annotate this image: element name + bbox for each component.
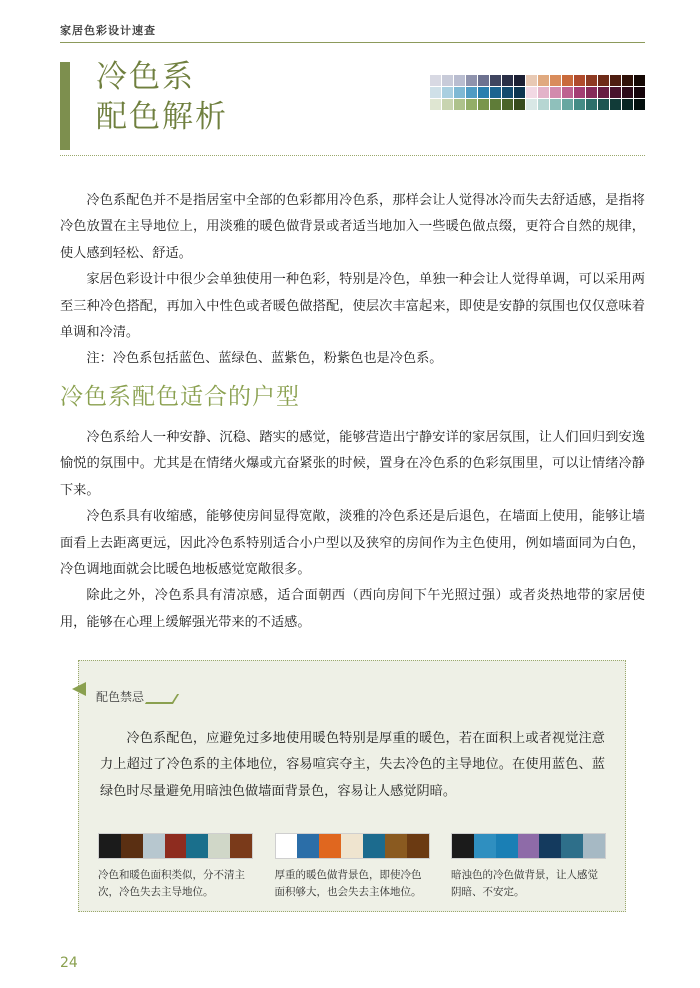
sample-1-caption: 冷色和暖色面积类似，分不清主次，冷色失去主导地位。 bbox=[98, 869, 245, 899]
palette-swatch-2-16 bbox=[610, 87, 621, 98]
palette-swatch-1-12 bbox=[562, 75, 573, 86]
palette-swatch-3-2 bbox=[442, 99, 453, 110]
color-palette-grid bbox=[430, 75, 645, 110]
palette-swatch-1-18 bbox=[634, 75, 645, 86]
palette-swatch-1-6 bbox=[490, 75, 501, 86]
palette-swatch-2-7 bbox=[502, 87, 513, 98]
palette-swatch-1-10 bbox=[538, 75, 549, 86]
palette-swatch-3-5 bbox=[478, 99, 489, 110]
sample-3-swatch-1 bbox=[452, 834, 474, 858]
palette-swatch-2-14 bbox=[586, 87, 597, 98]
running-head-rule bbox=[60, 42, 645, 43]
sample-3 bbox=[451, 833, 606, 902]
palette-swatch-3-12 bbox=[562, 99, 573, 110]
sample-1-swatch-6 bbox=[208, 834, 230, 858]
callout-arrow-icon bbox=[72, 682, 86, 696]
page-title bbox=[96, 58, 228, 137]
page-title-line-2: 配色解析 bbox=[96, 98, 228, 135]
palette-swatch-3-17 bbox=[622, 99, 633, 110]
running-head: 家居色彩设计速查 bbox=[60, 24, 156, 37]
palette-swatch-2-2 bbox=[442, 87, 453, 98]
palette-swatch-2-4 bbox=[466, 87, 477, 98]
sample-3-caption: 暗浊色的冷色做背景，让人感觉阴暗、不安定。 bbox=[451, 869, 598, 899]
intro-paragraph-1: 冷色系配色并不是指居室中全部的色彩都用冷色系，那样会让人觉得冰冷而失去舒适感，是指将冷色放置在主导地位上，用淡雅的暖色做背景或者适当地加入一些暖色做点缀，更符合自然的规律，使人感到轻松、舒适。 bbox=[60, 193, 645, 261]
sample-2-swatch-1 bbox=[276, 834, 298, 858]
title-divider bbox=[60, 155, 645, 156]
sample-2-swatch-7 bbox=[407, 834, 429, 858]
sample-1-swatch-5 bbox=[186, 834, 208, 858]
palette-swatch-2-3 bbox=[454, 87, 465, 98]
palette-swatch-2-6 bbox=[490, 87, 501, 98]
palette-swatch-3-11 bbox=[550, 99, 561, 110]
sample-3-swatch-strip bbox=[451, 833, 606, 859]
sample-1-swatch-7 bbox=[230, 834, 252, 858]
sample-2-caption: 厚重的暖色做背景色，即使冷色面积够大，也会失去主体地位。 bbox=[274, 869, 422, 899]
palette-swatch-1-5 bbox=[478, 75, 489, 86]
section-body bbox=[60, 425, 645, 636]
sample-3-swatch-7 bbox=[583, 834, 605, 858]
palette-swatch-1-11 bbox=[550, 75, 561, 86]
callout-tag-label: 配色禁忌 bbox=[96, 690, 145, 704]
sample-3-swatch-3 bbox=[496, 834, 518, 858]
palette-swatch-3-8 bbox=[514, 99, 525, 110]
palette-swatch-1-16 bbox=[610, 75, 621, 86]
sample-1-swatch-4 bbox=[165, 834, 187, 858]
palette-swatch-1-1 bbox=[430, 75, 441, 86]
palette-swatch-2-8 bbox=[514, 87, 525, 98]
palette-swatch-2-17 bbox=[622, 87, 633, 98]
palette-swatch-1-17 bbox=[622, 75, 633, 86]
palette-swatch-1-7 bbox=[502, 75, 513, 86]
palette-swatch-1-13 bbox=[574, 75, 585, 86]
sample-3-swatch-5 bbox=[539, 834, 561, 858]
palette-swatch-2-10 bbox=[538, 87, 549, 98]
sample-2-swatch-strip bbox=[275, 833, 430, 859]
sample-strips bbox=[98, 833, 606, 902]
palette-swatch-3-15 bbox=[598, 99, 609, 110]
sample-2-swatch-4 bbox=[341, 834, 363, 858]
sample-1-swatch-3 bbox=[143, 834, 165, 858]
palette-swatch-2-11 bbox=[550, 87, 561, 98]
sample-3-swatch-4 bbox=[518, 834, 540, 858]
callout-body-text: 冷色系配色，应避免过多地使用暖色特别是厚重的暖色，若在面积上或者视觉注意力上超过了冷色系的主体地位，容易喧宾夺主，失去冷色的主导地位。在使用蓝色、蓝绿色时尽量避免用暗浊色做墙面背景色，容易让人感觉阴暗。 bbox=[100, 731, 605, 799]
palette-swatch-3-6 bbox=[490, 99, 501, 110]
page-number: 24 bbox=[60, 955, 78, 971]
palette-swatch-3-18 bbox=[634, 99, 645, 110]
intro-section bbox=[60, 188, 645, 373]
title-accent-bar bbox=[60, 62, 70, 150]
palette-swatch-3-4 bbox=[466, 99, 477, 110]
palette-swatch-2-18 bbox=[634, 87, 645, 98]
sample-2-swatch-5 bbox=[363, 834, 385, 858]
intro-paragraph-3: 注：冷色系包括蓝色、蓝绿色、蓝紫色，粉紫色也是冷色系。 bbox=[86, 351, 443, 367]
palette-swatch-2-15 bbox=[598, 87, 609, 98]
palette-swatch-3-13 bbox=[574, 99, 585, 110]
sample-2 bbox=[275, 833, 430, 902]
page-title-line-1: 冷色系 bbox=[96, 59, 195, 95]
sample-1 bbox=[98, 833, 253, 902]
palette-swatch-1-8 bbox=[514, 75, 525, 86]
sample-1-swatch-strip bbox=[98, 833, 253, 859]
sample-3-swatch-2 bbox=[474, 834, 496, 858]
palette-swatch-2-9 bbox=[526, 87, 537, 98]
sample-3-swatch-6 bbox=[561, 834, 583, 858]
palette-swatch-1-15 bbox=[598, 75, 609, 86]
palette-swatch-2-1 bbox=[430, 87, 441, 98]
palette-swatch-3-7 bbox=[502, 99, 513, 110]
palette-swatch-3-3 bbox=[454, 99, 465, 110]
palette-swatch-1-14 bbox=[586, 75, 597, 86]
sample-2-swatch-3 bbox=[319, 834, 341, 858]
palette-swatch-2-13 bbox=[574, 87, 585, 98]
page-edge bbox=[0, 0, 8, 988]
sample-1-swatch-1 bbox=[99, 834, 121, 858]
palette-swatch-1-4 bbox=[466, 75, 477, 86]
section-paragraph-1: 冷色系给人一种安静、沉稳、踏实的感觉，能够营造出宁静安详的家居氛围，让人们回归到安逸愉悦的氛围中。尤其是在情绪火爆或亢奋紧张的时候，置身在冷色系的色彩氛围里，可以让情绪冷静下来。 bbox=[60, 430, 645, 498]
sample-2-swatch-6 bbox=[385, 834, 407, 858]
section-paragraph-3: 除此之外，冷色系具有清凉感，适合面朝西（西向房间下午光照过强）或者炎热地带的家居使用，能够在心理上缓解强光带来的不适感。 bbox=[60, 588, 645, 630]
sample-1-swatch-2 bbox=[121, 834, 143, 858]
palette-swatch-1-3 bbox=[454, 75, 465, 86]
palette-swatch-3-14 bbox=[586, 99, 597, 110]
palette-swatch-2-12 bbox=[562, 87, 573, 98]
palette-swatch-1-9 bbox=[526, 75, 537, 86]
section-heading: 冷色系配色适合的户型 bbox=[60, 384, 300, 410]
palette-swatch-1-2 bbox=[442, 75, 453, 86]
intro-paragraph-2: 家居色彩设计中很少会单独使用一种色彩，特别是冷色，单独一种会让人觉得单调，可以采用两至三种冷色搭配，再加入中性色或者暖色做搭配，使层次丰富起来，即使是安静的氛围也仅仅意味着单调和冷清。 bbox=[60, 272, 645, 341]
sample-2-swatch-2 bbox=[297, 834, 319, 858]
palette-swatch-3-10 bbox=[538, 99, 549, 110]
palette-swatch-2-5 bbox=[478, 87, 489, 98]
palette-swatch-3-1 bbox=[430, 99, 441, 110]
section-paragraph-2: 冷色系具有收缩感，能够使房间显得宽敞，淡雅的冷色系还是后退色，在墙面上使用，能够让墙面看上去距离更远，因此冷色系特别适合小户型以及狭窄的房间作为主色使用，例如墙面同为白色，冷色调地面就会比暖色地板感觉宽敞很多。 bbox=[60, 509, 645, 578]
palette-swatch-3-16 bbox=[610, 99, 621, 110]
palette-swatch-3-9 bbox=[526, 99, 537, 110]
